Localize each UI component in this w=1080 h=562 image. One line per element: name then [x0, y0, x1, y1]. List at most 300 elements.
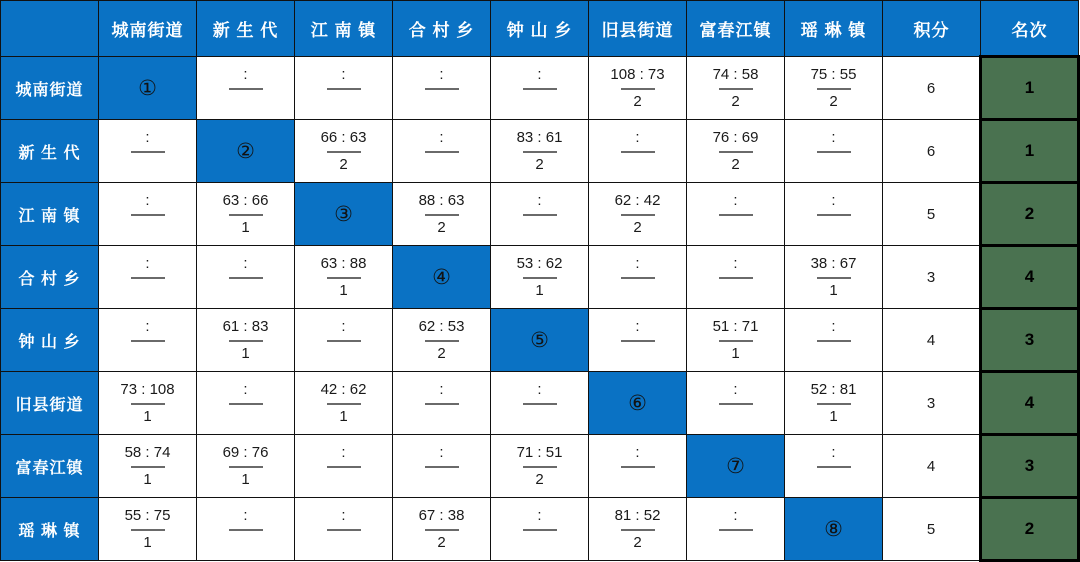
score-text: :	[243, 381, 248, 398]
dash-line	[523, 88, 557, 90]
matchup-cell	[197, 183, 295, 246]
dash-line	[425, 88, 459, 90]
dash-line	[523, 529, 557, 531]
matchup-cell-stack	[295, 57, 392, 119]
points-text: 2	[829, 93, 838, 110]
score-text: :	[635, 129, 640, 146]
matchup-cell	[197, 57, 295, 120]
diagonal-cell: ④	[393, 246, 491, 309]
points-text: 2	[633, 93, 642, 110]
score-text: 61 : 83	[222, 318, 269, 335]
score-text: :	[537, 192, 542, 209]
matchup-cell	[785, 183, 883, 246]
matchup-cell	[99, 372, 197, 435]
matchup-cell-stack	[295, 309, 392, 371]
points-text: 1	[339, 408, 348, 425]
matchup-cell	[99, 246, 197, 309]
points-text: 2	[535, 471, 544, 488]
score-text: 74 : 58	[712, 66, 759, 83]
dash-line	[327, 466, 361, 468]
matchup-cell	[197, 309, 295, 372]
column-header-2: 江 南 镇	[295, 1, 393, 57]
matchup-cell-stack	[393, 498, 490, 560]
table-row	[1, 246, 1079, 309]
dash-line	[229, 403, 263, 405]
header-row	[1, 1, 1079, 57]
score-text: :	[831, 444, 836, 461]
matchup-cell-stack	[491, 246, 588, 308]
matchup-cell	[687, 498, 785, 561]
dash-line	[327, 403, 361, 405]
table-row	[1, 120, 1079, 183]
dash-line	[621, 340, 655, 342]
rank-cell: 3	[981, 309, 1079, 372]
matchup-cell-stack	[99, 498, 196, 560]
matchup-cell	[785, 309, 883, 372]
dash-line	[523, 466, 557, 468]
score-text: :	[439, 381, 444, 398]
table-row	[1, 372, 1079, 435]
dash-line	[523, 151, 557, 153]
matchup-cell-stack	[785, 183, 882, 245]
matchup-cell	[99, 120, 197, 183]
table-row	[1, 309, 1079, 372]
dash-line	[229, 277, 263, 279]
column-header-0: 城南街道	[99, 1, 197, 57]
score-text: :	[733, 192, 738, 209]
matchup-cell-stack	[197, 435, 294, 497]
rank-cell: 4	[981, 246, 1079, 309]
row-label: 富春江镇	[1, 435, 99, 498]
matchup-cell-stack	[393, 57, 490, 119]
corner-cell	[1, 1, 99, 57]
matchup-cell	[295, 498, 393, 561]
matchup-cell-stack	[589, 498, 686, 560]
matchup-cell	[393, 372, 491, 435]
score-text: 62 : 42	[614, 192, 661, 209]
score-text: 83 : 61	[516, 129, 563, 146]
matchup-cell-stack	[393, 372, 490, 434]
matchup-cell-stack	[687, 183, 784, 245]
score-text: :	[635, 444, 640, 461]
matchup-cell	[491, 246, 589, 309]
matchup-cell-stack	[99, 183, 196, 245]
row-label: 合 村 乡	[1, 246, 99, 309]
row-label: 江 南 镇	[1, 183, 99, 246]
rank-cell: 3	[981, 435, 1079, 498]
score-text: 71 : 51	[516, 444, 563, 461]
total-points-cell: 5	[883, 183, 981, 246]
score-text: 76 : 69	[712, 129, 759, 146]
matchup-cell	[589, 498, 687, 561]
matchup-cell	[785, 120, 883, 183]
dash-line	[425, 403, 459, 405]
score-text: 108 : 73	[610, 66, 665, 83]
score-text: 66 : 63	[320, 129, 367, 146]
rank-cell: 1	[981, 120, 1079, 183]
table-row	[1, 183, 1079, 246]
matchup-cell-stack	[393, 435, 490, 497]
column-header-9: 名次	[981, 1, 1079, 57]
dash-line	[131, 403, 165, 405]
matchup-cell-stack	[491, 183, 588, 245]
score-text: :	[439, 444, 444, 461]
matchup-cell	[393, 309, 491, 372]
matchup-cell	[589, 183, 687, 246]
diagonal-cell: ①	[99, 57, 197, 120]
column-header-6: 富春江镇	[687, 1, 785, 57]
dash-line	[817, 340, 851, 342]
matchup-cell	[589, 435, 687, 498]
rank-cell: 2	[981, 498, 1079, 561]
score-text: :	[145, 318, 150, 335]
dash-line	[817, 277, 851, 279]
dash-line	[523, 214, 557, 216]
matchup-cell-stack	[99, 372, 196, 434]
points-text: 1	[339, 282, 348, 299]
score-text: :	[537, 507, 542, 524]
matchup-cell	[491, 120, 589, 183]
points-text: 2	[731, 156, 740, 173]
score-text: :	[341, 318, 346, 335]
score-text: 73 : 108	[120, 381, 175, 398]
dash-line	[131, 277, 165, 279]
dash-line	[523, 277, 557, 279]
score-text: :	[439, 129, 444, 146]
dash-line	[523, 403, 557, 405]
matchup-cell	[589, 309, 687, 372]
dash-line	[229, 88, 263, 90]
matchup-cell	[785, 246, 883, 309]
points-text: 1	[829, 282, 838, 299]
matchup-cell	[491, 498, 589, 561]
score-text: :	[831, 129, 836, 146]
matchup-cell-stack	[393, 183, 490, 245]
dash-line	[621, 214, 655, 216]
dash-line	[425, 466, 459, 468]
score-text: 55 : 75	[124, 507, 171, 524]
score-text: :	[733, 381, 738, 398]
total-points-cell: 6	[883, 120, 981, 183]
column-header-8: 积分	[883, 1, 981, 57]
dash-line	[131, 151, 165, 153]
matchup-cell-stack	[687, 372, 784, 434]
matchup-cell-stack	[295, 120, 392, 182]
dash-line	[621, 529, 655, 531]
points-text: 2	[437, 534, 446, 551]
matchup-cell-stack	[99, 435, 196, 497]
dash-line	[719, 529, 753, 531]
diagonal-cell: ⑥	[589, 372, 687, 435]
matchup-cell	[99, 435, 197, 498]
score-text: :	[439, 66, 444, 83]
column-header-5: 旧县街道	[589, 1, 687, 57]
dash-line	[621, 466, 655, 468]
matchup-cell	[295, 246, 393, 309]
total-points-cell: 3	[883, 246, 981, 309]
table-row	[1, 57, 1079, 120]
matchup-cell-stack	[687, 498, 784, 560]
matchup-cell-stack	[99, 120, 196, 182]
points-text: 1	[143, 534, 152, 551]
matchup-cell-stack	[295, 435, 392, 497]
score-text: 81 : 52	[614, 507, 661, 524]
matchup-cell	[295, 120, 393, 183]
dash-line	[425, 529, 459, 531]
dash-line	[229, 340, 263, 342]
matchup-cell	[197, 372, 295, 435]
diagonal-cell: ⑤	[491, 309, 589, 372]
table-row	[1, 435, 1079, 498]
dash-line	[327, 88, 361, 90]
score-text: :	[341, 66, 346, 83]
score-text: 63 : 88	[320, 255, 367, 272]
dash-line	[817, 466, 851, 468]
points-text: 1	[829, 408, 838, 425]
points-text: 2	[633, 219, 642, 236]
diagonal-cell: ⑦	[687, 435, 785, 498]
dash-line	[229, 529, 263, 531]
score-text: :	[537, 381, 542, 398]
points-text: 2	[437, 345, 446, 362]
score-text: :	[341, 444, 346, 461]
total-points-cell: 6	[883, 57, 981, 120]
dash-line	[719, 214, 753, 216]
points-text: 1	[535, 282, 544, 299]
score-text: :	[341, 507, 346, 524]
matchup-cell-stack	[687, 246, 784, 308]
matchup-cell	[687, 246, 785, 309]
dash-line	[425, 214, 459, 216]
matchup-cell	[295, 372, 393, 435]
row-label: 新 生 代	[1, 120, 99, 183]
matchup-cell-stack	[491, 372, 588, 434]
matchup-cell-stack	[491, 498, 588, 560]
dash-line	[719, 151, 753, 153]
score-text: :	[733, 255, 738, 272]
score-text: 52 : 81	[810, 381, 857, 398]
dash-line	[817, 214, 851, 216]
rank-cell: 2	[981, 183, 1079, 246]
row-label: 城南街道	[1, 57, 99, 120]
matchup-cell	[687, 309, 785, 372]
points-text: 2	[633, 534, 642, 551]
matchup-cell	[393, 120, 491, 183]
matchup-cell	[393, 498, 491, 561]
dash-line	[719, 277, 753, 279]
matchup-cell	[687, 183, 785, 246]
points-text: 1	[241, 471, 250, 488]
matchup-cell-stack	[589, 309, 686, 371]
column-header-1: 新 生 代	[197, 1, 295, 57]
column-header-7: 瑶 琳 镇	[785, 1, 883, 57]
matchup-cell	[491, 183, 589, 246]
dash-line	[327, 277, 361, 279]
score-text: 51 : 71	[712, 318, 759, 335]
matchup-cell-stack	[295, 372, 392, 434]
matchup-cell	[295, 57, 393, 120]
matchup-cell	[99, 183, 197, 246]
score-text: :	[145, 192, 150, 209]
matchup-cell-stack	[491, 120, 588, 182]
matchup-cell	[197, 435, 295, 498]
dash-line	[131, 214, 165, 216]
total-points-cell: 5	[883, 498, 981, 561]
matchup-cell-stack	[687, 57, 784, 119]
matchup-cell	[491, 57, 589, 120]
dash-line	[425, 340, 459, 342]
dash-line	[327, 529, 361, 531]
matchup-cell-stack	[393, 309, 490, 371]
total-points-cell: 4	[883, 309, 981, 372]
dash-line	[621, 151, 655, 153]
score-text: :	[243, 255, 248, 272]
matchup-cell	[687, 120, 785, 183]
matchup-cell	[197, 498, 295, 561]
points-text: 1	[143, 408, 152, 425]
score-text: 75 : 55	[810, 66, 857, 83]
matchup-cell	[785, 435, 883, 498]
matchup-cell-stack	[589, 435, 686, 497]
rank-cell: 1	[981, 57, 1079, 120]
dash-line	[817, 88, 851, 90]
column-header-4: 钟 山 乡	[491, 1, 589, 57]
matchup-cell-stack	[589, 57, 686, 119]
matchup-cell-stack	[197, 183, 294, 245]
matchup-cell-stack	[589, 120, 686, 182]
matrix-body	[1, 57, 1079, 561]
matchup-cell	[785, 372, 883, 435]
points-text: 2	[535, 156, 544, 173]
score-text: 42 : 62	[320, 381, 367, 398]
matchup-cell	[491, 372, 589, 435]
matchup-cell-stack	[99, 309, 196, 371]
dash-line	[621, 88, 655, 90]
score-text: 63 : 66	[222, 192, 269, 209]
matchup-cell	[393, 183, 491, 246]
dash-line	[425, 151, 459, 153]
matchup-cell-stack	[295, 246, 392, 308]
score-text: :	[243, 66, 248, 83]
matchup-cell	[785, 57, 883, 120]
dash-line	[327, 151, 361, 153]
score-text: :	[733, 507, 738, 524]
points-text: 2	[339, 156, 348, 173]
dash-line	[131, 340, 165, 342]
matchup-cell-stack	[491, 435, 588, 497]
matchup-cell-stack	[197, 57, 294, 119]
matchup-cell	[197, 246, 295, 309]
dash-line	[719, 88, 753, 90]
dash-line	[327, 340, 361, 342]
matchup-cell-stack	[197, 246, 294, 308]
matchup-cell-stack	[785, 57, 882, 119]
matchup-cell	[687, 372, 785, 435]
total-points-cell: 3	[883, 372, 981, 435]
matchup-cell-stack	[687, 120, 784, 182]
diagonal-cell: ⑧	[785, 498, 883, 561]
score-text: :	[831, 192, 836, 209]
matchup-cell	[589, 246, 687, 309]
dash-line	[719, 403, 753, 405]
matchup-cell-stack	[785, 120, 882, 182]
matchup-cell-stack	[393, 120, 490, 182]
matchup-cell	[295, 435, 393, 498]
table-header	[1, 1, 1079, 57]
matchup-cell-stack	[785, 435, 882, 497]
matchup-cell	[393, 57, 491, 120]
score-text: 58 : 74	[124, 444, 171, 461]
matchup-cell	[687, 57, 785, 120]
points-text: 1	[241, 219, 250, 236]
points-text: 2	[731, 93, 740, 110]
matchup-cell-stack	[589, 246, 686, 308]
matchup-cell	[295, 309, 393, 372]
row-label: 钟 山 乡	[1, 309, 99, 372]
score-text: :	[635, 255, 640, 272]
dash-line	[817, 403, 851, 405]
total-points-cell: 4	[883, 435, 981, 498]
dash-line	[229, 466, 263, 468]
score-text: 67 : 38	[418, 507, 465, 524]
matchup-cell	[589, 120, 687, 183]
points-text: 1	[143, 471, 152, 488]
matchup-cell-stack	[785, 309, 882, 371]
score-text: 69 : 76	[222, 444, 269, 461]
matchup-cell	[393, 435, 491, 498]
diagonal-cell: ②	[197, 120, 295, 183]
dash-line	[817, 151, 851, 153]
matchup-cell-stack	[99, 246, 196, 308]
score-text: 62 : 53	[418, 318, 465, 335]
score-text: 53 : 62	[516, 255, 563, 272]
points-text: 2	[437, 219, 446, 236]
matchup-cell-stack	[295, 498, 392, 560]
diagonal-cell: ③	[295, 183, 393, 246]
dash-line	[229, 214, 263, 216]
dash-line	[719, 340, 753, 342]
matchup-cell	[491, 435, 589, 498]
score-text: :	[831, 318, 836, 335]
score-text: :	[537, 66, 542, 83]
matchup-cell-stack	[197, 498, 294, 560]
row-label: 旧县街道	[1, 372, 99, 435]
matchup-cell-stack	[197, 372, 294, 434]
matchup-cell-stack	[491, 57, 588, 119]
score-text: :	[243, 507, 248, 524]
matchup-cell-stack	[785, 372, 882, 434]
points-text: 1	[731, 345, 740, 362]
matchup-cell-stack	[687, 309, 784, 371]
matchup-cell-stack	[785, 246, 882, 308]
dash-line	[131, 466, 165, 468]
dash-line	[621, 277, 655, 279]
column-header-3: 合 村 乡	[393, 1, 491, 57]
matchup-cell	[99, 498, 197, 561]
rank-cell: 4	[981, 372, 1079, 435]
score-text: :	[635, 318, 640, 335]
matchup-cell-stack	[589, 183, 686, 245]
score-text: 38 : 67	[810, 255, 857, 272]
score-text: :	[145, 255, 150, 272]
score-text: 88 : 63	[418, 192, 465, 209]
matchup-cell-stack	[197, 309, 294, 371]
dash-line	[131, 529, 165, 531]
matchup-cell	[589, 57, 687, 120]
points-text: 1	[241, 345, 250, 362]
matchup-cell	[99, 309, 197, 372]
table-row	[1, 498, 1079, 561]
